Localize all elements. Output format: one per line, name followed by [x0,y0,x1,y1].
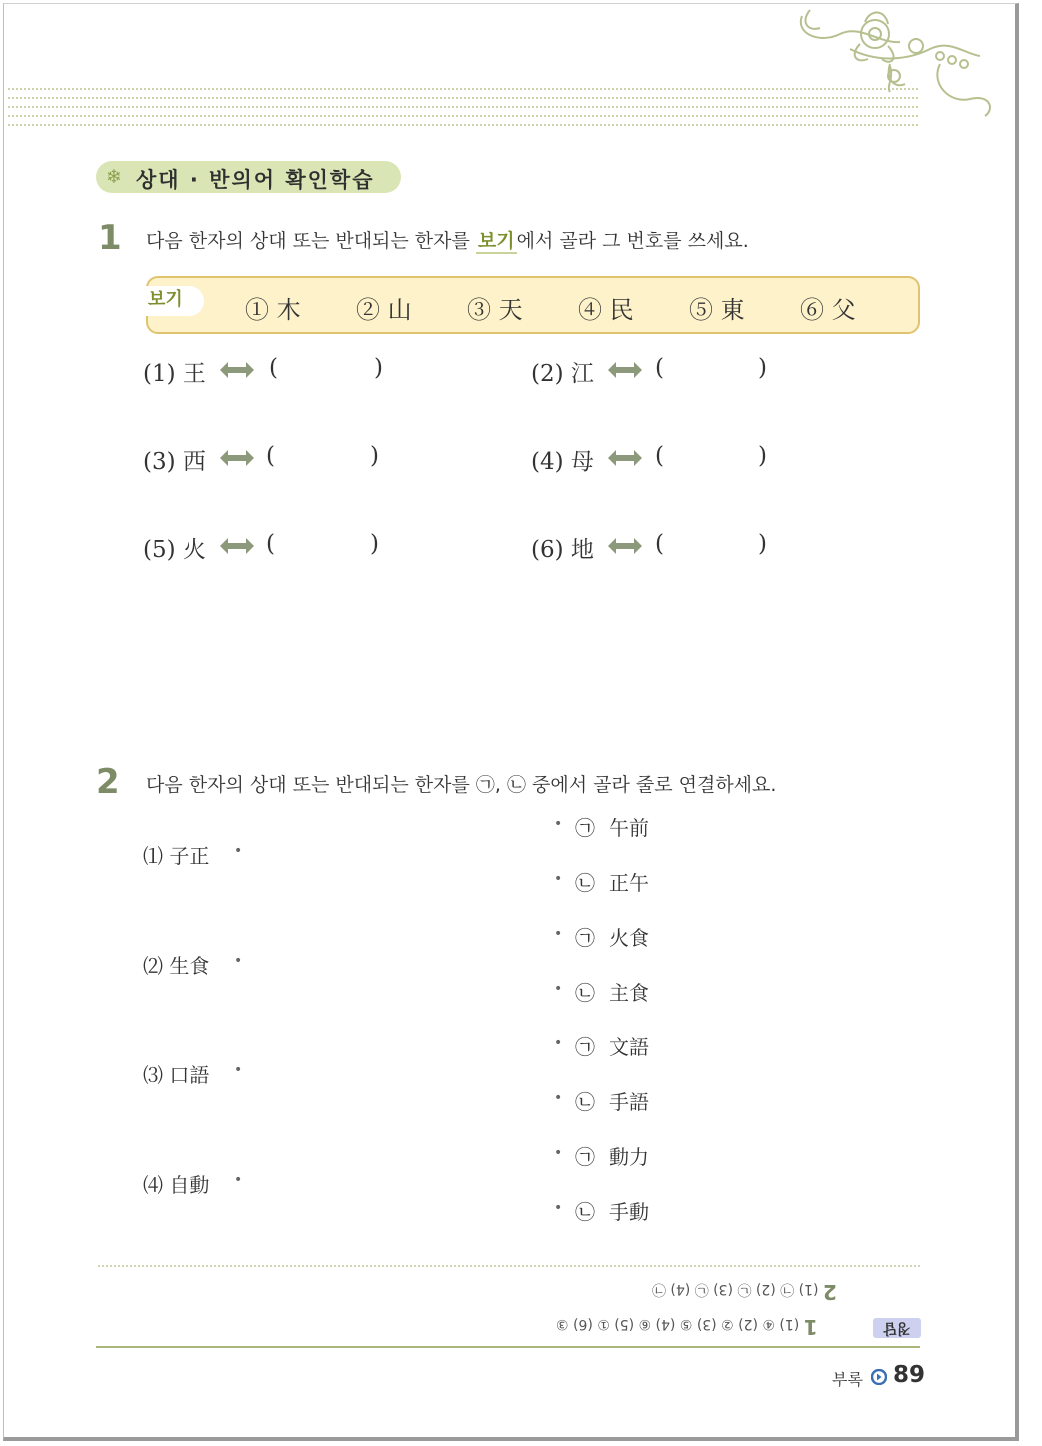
header-dotted-line [8,97,918,99]
section-header [96,161,401,193]
q1-item-5-label: (5) 火 [143,537,206,563]
question-2-instruction: 다음 한자의 상대 또는 반대되는 한자를 ㉠, ㉡ 중에서 골라 줄로 연결하세요. [146,774,777,796]
connect-dot[interactable]: • [234,953,243,969]
q1-item-1-label: (1) 王 [143,361,206,387]
circled-mark: ㉠ [575,926,595,950]
arrow-circle-icon [871,1369,887,1385]
right-item-text: 手動 [609,1200,649,1224]
header-dotted-line [8,124,918,126]
q2-right-item-3 [575,922,649,951]
footer-divider [96,1346,920,1348]
answer-row-2-text: (1) ㉠ (2) ㉡ (3) ㉡ (4) ㉠ [652,1281,819,1297]
footer-label: 부록 [832,1370,863,1389]
open-paren: ( [269,355,278,381]
right-item-text: 午前 [609,816,649,840]
option-1: ① 木 [245,296,301,324]
double-arrow-icon [220,450,254,466]
q2-left-item-1: ⑴ 子正 [143,844,210,868]
close-paren: ) [374,355,383,381]
right-item-text: 手語 [609,1090,649,1114]
connect-dot[interactable]: • [554,1090,563,1106]
open-paren: ( [655,531,664,557]
right-item-text: 正午 [609,871,649,895]
header-dotted-line [8,115,918,117]
option-5: ⑤ 東 [689,296,745,324]
option-2: ② 山 [356,296,412,324]
q2-right-item-4 [575,977,649,1006]
circled-mark: ㉠ [575,1145,595,1169]
option-4: ④ 民 [578,296,634,324]
circled-mark: ㉠ [575,816,595,840]
q2-left-item-3: ⑶ 口語 [143,1063,210,1087]
open-paren: ( [266,443,275,469]
answer-row-1-text: (1) ④ (2) ② (3) ⑤ (4) ⑥ (5) ① (6) ③ [556,1316,800,1332]
q2-right-item-1 [575,812,649,841]
right-item-text: 動力 [609,1145,649,1169]
floral-ornament-icon [790,4,1004,124]
options-box-label: 보기 [146,286,204,316]
close-paren: ) [370,443,379,469]
connect-dot[interactable]: • [554,1035,563,1051]
circled-mark: ㉡ [575,1200,595,1224]
q2-left-item-2: ⑵ 生食 [143,954,210,978]
connect-dot[interactable]: • [234,1172,243,1188]
q2-right-item-2 [575,867,649,896]
connect-dot[interactable]: • [234,843,243,859]
double-arrow-icon [608,362,642,378]
answer-row-2 [652,1280,837,1304]
circled-mark: ㉡ [575,1090,595,1114]
connect-dot[interactable]: • [554,926,563,942]
q1-item-6-label: (6) 地 [531,537,594,563]
option-6: ⑥ 父 [800,296,856,324]
answer-divider [98,1265,920,1267]
connect-dot[interactable]: • [554,1145,563,1161]
right-item-text: 火食 [609,926,649,950]
open-paren: ( [266,531,275,557]
connect-dot[interactable]: • [554,816,563,832]
q1-item-3-label: (3) 西 [143,449,206,475]
right-item-text: 主食 [609,981,649,1005]
circled-mark: ㉡ [575,981,595,1005]
connect-dot[interactable]: • [554,1200,563,1216]
question-2-number: 2 [96,762,120,802]
answer-row-2-number: 2 [822,1280,837,1304]
double-arrow-icon [608,450,642,466]
right-item-text: 文語 [609,1035,649,1059]
snowflake-icon: ❄ [106,166,122,188]
q1-item-2-label: (2) 江 [531,361,594,387]
close-paren: ) [758,443,767,469]
double-arrow-icon [220,362,254,378]
connect-dot[interactable]: • [234,1062,243,1078]
option-3: ③ 天 [467,296,523,324]
circled-mark: ㉠ [575,1035,595,1059]
open-paren: ( [655,443,664,469]
boki-inline-label: 보기 [477,230,515,252]
header-dotted-line [8,88,918,90]
page-border [3,3,1019,1441]
instruction-after: 에서 골라 그 번호를 쓰세요. [516,230,749,252]
q2-right-item-7 [575,1141,649,1170]
question-1-instruction [146,226,749,253]
q2-right-item-5 [575,1031,649,1060]
connect-dot[interactable]: • [554,871,563,887]
double-arrow-icon [608,538,642,554]
close-paren: ) [758,355,767,381]
close-paren: ) [370,531,379,557]
question-1-number: 1 [98,218,122,258]
section-title: 상대 · 반의어 확인학습 [136,168,375,192]
page-number: 89 [893,1362,926,1388]
double-arrow-icon [220,538,254,554]
instruction-before: 다음 한자의 상대 또는 반대되는 한자를 [146,230,470,252]
connect-dot[interactable]: • [554,981,563,997]
answer-row-1-number: 1 [803,1315,818,1339]
open-paren: ( [655,355,664,381]
answer-badge: 정답 [873,1318,921,1338]
header-dotted-line [8,106,918,108]
q2-left-item-4: ⑷ 自動 [143,1173,210,1197]
answer-row-1 [556,1315,818,1339]
q1-item-4-label: (4) 母 [531,449,594,475]
q2-right-item-8 [575,1196,649,1225]
close-paren: ) [758,531,767,557]
q2-right-item-6 [575,1086,649,1115]
circled-mark: ㉡ [575,871,595,895]
